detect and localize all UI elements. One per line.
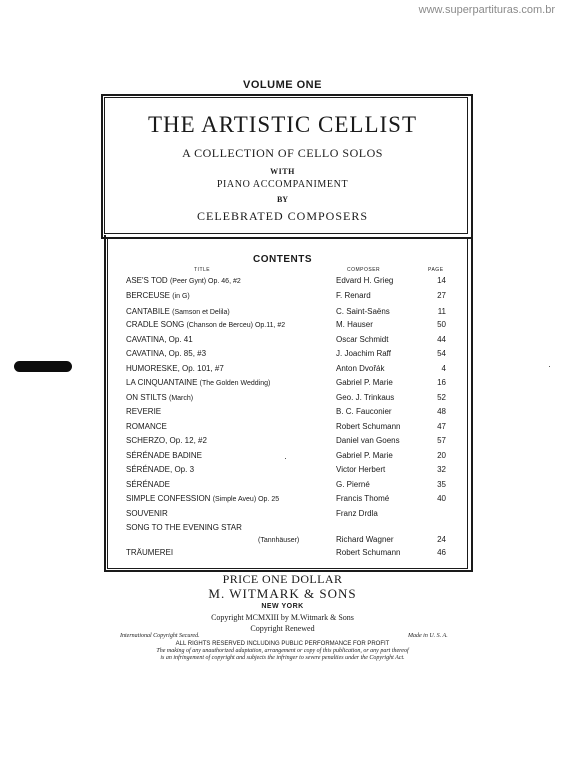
piece-title [126,407,161,416]
by-label: BY [276,195,289,204]
piece-composer: Geo. J. Trinkaus [336,393,395,402]
piece-title [126,276,241,285]
column-composer-header: COMPOSER [347,267,381,273]
piece-title-main: ASE'S TOD [126,276,168,285]
made-in-usa: Made in U. S. A. [408,633,448,639]
piece-page: 35 [437,480,446,489]
piece-composer: Oscar Schmidt [336,335,389,344]
piece-title [126,451,202,460]
contents-row [0,291,565,305]
piece-title-subtitle: (Simple Aveu) Op. 25 [212,496,280,503]
piece-composer: C. Saint-Saëns [336,307,390,316]
piece-title [126,465,194,474]
copyright-notice-line-1: The making of any unauthorized adaptation, arrangement or copy of this publication, or any part thereof [156,648,409,654]
piece-title-main: REVERIE [126,407,162,416]
piece-title [126,364,224,373]
black-tab-mark [14,361,72,372]
piece-title-main: LA CINQUANTAINE [126,378,198,387]
book-title: THE ARTISTIC CELLIST [147,112,418,137]
piece-title-subtitle: (The Golden Wedding) [199,380,271,387]
column-title-header: TITLE [194,267,211,273]
piece-composer: Daniel van Goens [336,436,400,445]
piece-title [126,307,230,316]
piece-title [126,335,193,344]
with-label: WITH [270,167,295,176]
contents-row [0,480,565,494]
contents-row [0,335,565,349]
piece-page: 24 [437,535,446,544]
piece-composer: F. Renard [336,291,371,300]
piece-title [126,523,242,532]
rights-reserved: ALL RIGHTS RESERVED INCLUDING PUBLIC PERFORMANCE FOR PROFIT [175,641,390,647]
piece-title-subtitle: (Peer Gynt) Op. 46, #2 [169,278,241,285]
piece-page: 20 [437,451,446,460]
piece-page: 4 [441,364,446,373]
contents-row [0,349,565,363]
international-copyright: International Copyright Secured. [120,633,200,639]
contents-row [0,451,565,465]
piece-page: 46 [437,548,446,557]
piece-page: 11 [437,307,446,316]
piece-title [126,320,285,329]
contents-row [0,407,565,421]
volume-label: VOLUME ONE [243,79,322,91]
piece-composer: Gabriel P. Marie [336,451,393,460]
piece-title [126,291,190,300]
piece-title [126,494,279,503]
piece-composer: Robert Schumann [336,422,401,431]
piece-title-subtitle: (Chanson de Berceu) Op.11, #2 [186,322,286,329]
copyright-renewed: Copyright Renewed [250,624,315,633]
piece-title-main: BERCEUSE [126,291,171,300]
piece-page: 44 [437,335,446,344]
piece-title-main: TRÄUMEREI [126,548,174,557]
piece-title-main: SÉRÉNADE BADINE [126,451,203,460]
copyright-notice [0,648,565,662]
piece-composer: Richard Wagner [336,535,394,544]
contents-row [0,509,565,523]
copyright-line: Copyright MCMXIII by M.Witmark & Sons [211,613,354,622]
piece-composer: Robert Schumann [336,548,401,557]
piece-composer: Gabriel P. Marie [336,378,393,387]
piece-composer: G. Pierné [336,480,370,489]
piece-composer: Edvard H. Grieg [336,276,394,285]
publisher-name: M. WITMARK & SONS [208,586,357,601]
piece-title-subtitle: (in G) [172,293,190,300]
piece-title [126,349,206,358]
piece-page: 47 [437,422,446,431]
piece-title [126,393,193,402]
piece-title-main: CANTABILE [126,307,170,316]
piece-composer: J. Joachim Raff [336,349,391,358]
contents-row [0,307,565,321]
price-line: PRICE ONE DOLLAR [222,572,343,586]
piece-page: 14 [437,276,446,285]
piece-page: 27 [437,291,446,300]
piece-composer: Victor Herbert [336,465,386,474]
piece-composer: M. Hauser [336,320,373,329]
contents-row [0,548,565,562]
piece-composer: B. C. Fauconier [336,407,392,416]
piece-title-subtitle: (Samson et Delila) [172,309,230,316]
piece-title-main: HUMORESKE, Op. 101, #7 [126,364,224,373]
contents-heading: CONTENTS [253,254,312,265]
piece-title [126,509,168,518]
piece-composer: Franz Drdla [336,509,378,518]
contents-row [0,320,565,334]
piece-composer: Francis Thomé [336,494,390,503]
piece-title [126,378,270,387]
piece-title [126,480,170,489]
piece-title-main: CAVATINA, Op. 85, #3 [126,349,207,358]
piece-page: 16 [437,378,446,387]
piece-title-main: SIMPLE CONFESSION [126,494,211,503]
piece-title-main: ON STILTS [126,393,167,402]
piece-title-main: SONG TO THE EVENING STAR [126,523,242,532]
piece-title [126,548,173,557]
tannhauser-label: (Tannhäuser) [258,537,300,544]
column-page-header: PAGE [428,267,444,273]
publisher-city: NEW YORK [261,603,304,610]
watermark: www.superpartituras.com.br [418,4,555,16]
contents-row [0,276,565,290]
piece-page: 40 [437,494,446,503]
copyright-notice-line-2: is an infringement of copyright and subjects the infringer to severe penalties under the Copyright Act. [160,655,405,661]
piece-title-subtitle: (March) [168,395,194,402]
piece-page: 54 [437,349,446,358]
celebrated-composers: CELEBRATED COMPOSERS [196,209,369,223]
piece-title-main: SOUVENIR [126,509,168,518]
contents-row [0,436,565,450]
contents-row [0,465,565,479]
contents-row [0,422,565,436]
piece-page: 57 [437,436,446,445]
piece-page: 50 [437,320,446,329]
book-subtitle: A COLLECTION OF CELLO SOLOS [182,146,383,160]
piece-page: 52 [437,393,446,402]
piano-accompaniment: PIANO ACCOMPANIMENT [216,179,349,190]
piece-title-main: CAVATINA, Op. 41 [126,335,193,344]
contents-row [0,364,565,378]
contents-row [0,393,565,407]
piece-title-main: ROMANCE [126,422,167,431]
paper-speck [285,458,286,459]
contents-row [0,494,565,508]
piece-title [126,422,167,431]
piece-composer: Anton Dvořák [336,364,385,373]
piece-title [126,436,207,445]
piece-page: 48 [437,407,446,416]
piece-title-main: SÉRÉNADE [126,480,171,489]
piece-title-main: SÉRÉNADE, Op. 3 [126,465,195,474]
contents-row [0,378,565,392]
piece-title-main: CRADLE SONG [126,320,185,329]
paper-speck [549,366,550,367]
piece-page: 32 [437,465,446,474]
piece-title-main: SCHERZO, Op. 12, #2 [126,436,207,445]
